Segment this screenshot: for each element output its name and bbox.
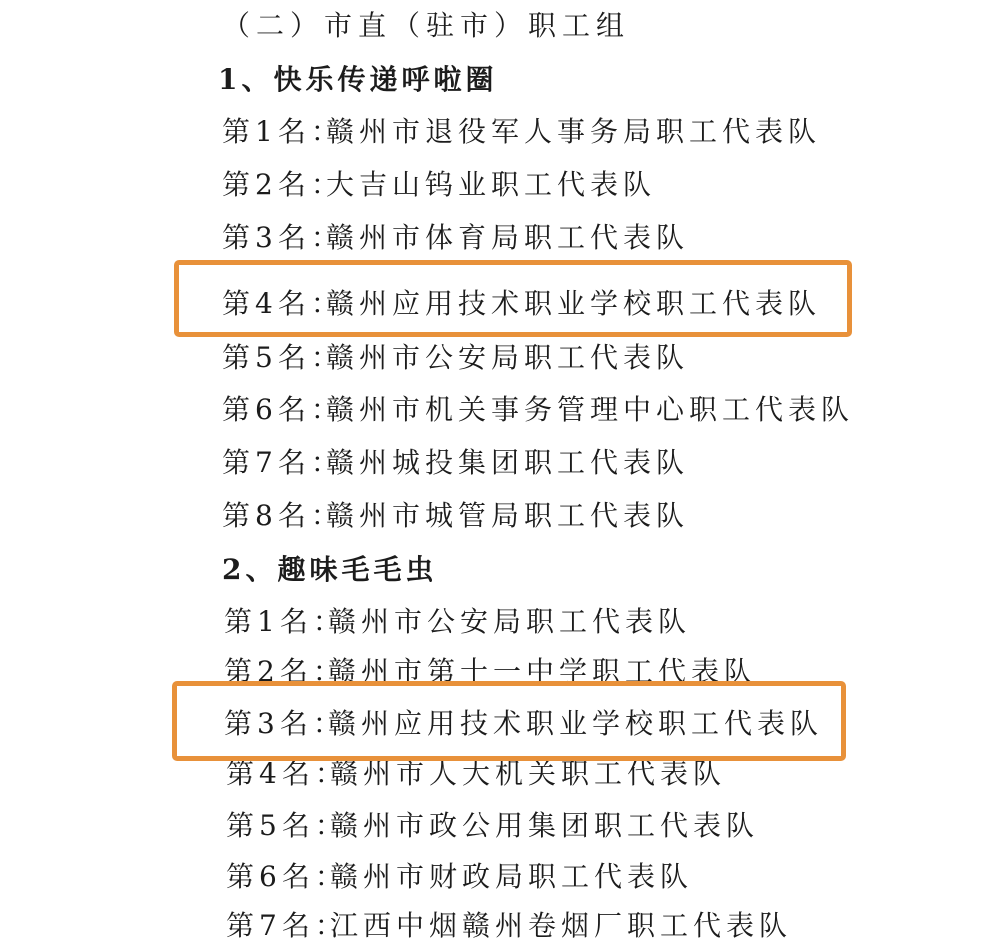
team-name: 赣州市公安局职工代表队 bbox=[326, 341, 690, 374]
highlight-box bbox=[172, 681, 846, 761]
rank-label: 第5名： bbox=[222, 341, 344, 374]
team-name: 江西中烟赣州卷烟厂职工代表队 bbox=[330, 909, 793, 942]
list-item bbox=[222, 338, 689, 378]
group-title: 1、快乐传递呼啦圈 bbox=[218, 63, 498, 96]
team-name: 赣州市城管局职工代表队 bbox=[326, 499, 690, 532]
rank-label: 第2名： bbox=[222, 168, 344, 201]
rank-label: 第6名： bbox=[226, 860, 348, 893]
team-name: 赣州市政公用集团职工代表队 bbox=[330, 809, 760, 842]
team-name: 赣州市体育局职工代表队 bbox=[326, 221, 690, 254]
list-item bbox=[224, 602, 691, 642]
list-item bbox=[222, 496, 689, 536]
team-name: 赣州市第十一中学职工代表队 bbox=[328, 655, 758, 688]
highlight-box bbox=[174, 260, 852, 337]
section-title: （二）市直（驻市）职工组 bbox=[222, 9, 631, 42]
list-item bbox=[226, 806, 759, 846]
group-title: 2、趣味毛毛虫 bbox=[222, 553, 438, 586]
rank-label: 第1名： bbox=[224, 605, 346, 638]
team-name: 赣州市公安局职工代表队 bbox=[328, 605, 692, 638]
list-item bbox=[226, 857, 693, 897]
rank-label: 第5名： bbox=[226, 809, 348, 842]
rank-label: 第4名： bbox=[222, 287, 344, 320]
team-name: 赣州城投集团职工代表队 bbox=[326, 446, 690, 479]
list-item bbox=[222, 390, 854, 430]
team-name: 大吉山钨业职工代表队 bbox=[326, 168, 657, 201]
rank-label: 第3名： bbox=[222, 221, 344, 254]
list-item bbox=[226, 906, 792, 946]
rank-label: 第3名： bbox=[224, 707, 346, 740]
rank-label: 第1名： bbox=[222, 115, 344, 148]
rank-label: 第7名： bbox=[226, 909, 348, 942]
rank-label: 第7名： bbox=[222, 446, 344, 479]
list-item bbox=[222, 165, 656, 205]
rank-label: 第6名： bbox=[222, 393, 344, 426]
rank-label: 第8名： bbox=[222, 499, 344, 532]
team-name: 赣州应用技术职业学校职工代表队 bbox=[328, 707, 824, 740]
list-item bbox=[222, 218, 689, 258]
team-name: 赣州市人大机关职工代表队 bbox=[330, 757, 727, 790]
team-name: 赣州应用技术职业学校职工代表队 bbox=[326, 287, 822, 320]
rank-label: 第2名： bbox=[224, 655, 346, 688]
team-name: 赣州市财政局职工代表队 bbox=[330, 860, 694, 893]
list-item bbox=[222, 443, 689, 483]
list-item bbox=[222, 112, 821, 152]
rank-label: 第4名： bbox=[226, 757, 348, 790]
team-name: 赣州市机关事务管理中心职工代表队 bbox=[326, 393, 855, 426]
team-name: 赣州市退役军人事务局职工代表队 bbox=[326, 115, 822, 148]
